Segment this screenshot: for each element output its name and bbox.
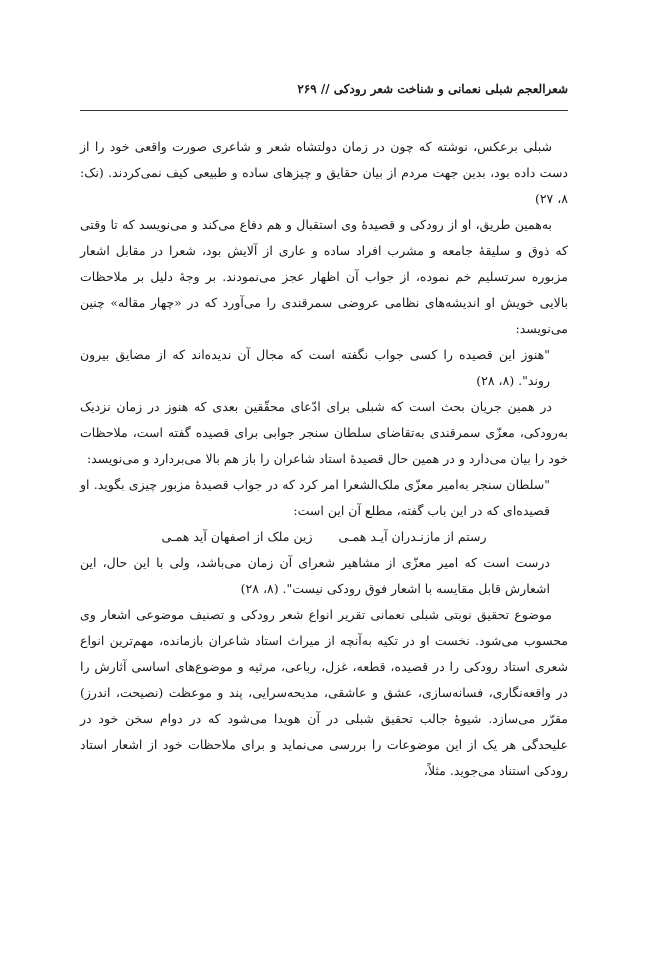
paragraph-2: به‌همین طریق، او از رودکی و قصیدهٔ وی استقبال و هم دفاع می‌کند و می‌نویسد که تا وقتی که ذوق و سلیقهٔ جامعه و مشرب افراد ساده و عاری از آلایش بود، شعرا در مقابل اشعار مزبوره سرتسلیم خم نموده، از جواب آن اظهار عجز می‌نمودند. بر وجهٔ دلیل بر ملاحظات بالایی خویش او اندیشه‌های نظامی عروضی سمرقندی را می‌آورد که در «چهار مقاله» چنین می‌نویسد:	[80, 217, 568, 336]
quote-1: "هنوز این قصیده را کسی جواب نگفته است که مجال آن ندیده‌اند که از مضایق بیرون روند". (۸، ۲۸)	[80, 347, 550, 388]
verse-hemistich-2: زین ملک از اصفهان آید همـی	[161, 529, 313, 544]
verse-couplet	[80, 524, 568, 550]
body-text	[80, 134, 568, 784]
running-header: شعرالعجم شبلی نعمانی و شناخت شعر رودکی // ۲۶۹	[297, 82, 568, 96]
verse-hemistich-1: رستم از مازنـدران آیـد همـی	[338, 529, 487, 544]
header-rule	[80, 110, 568, 111]
quote-2: "سلطان سنجر به‌امیر معزّی ملک‌الشعرا امر کرد که در جواب قصیدهٔ مزبور چیزی بگوید. او قصیده‌ای که در این باب گفته، مطلع آن این است:	[80, 477, 550, 518]
paragraph-1: شبلی برعکس، نوشته که چون در زمان دولتشاه شعر و شاعری صورت واقعی خود را از دست داده بود، بدین جهت مردم از بیان حقایق و چیزهای ساده و طبیعی کیف نمی‌کردند. (نک: ۸، ۲۷)	[80, 139, 568, 206]
paragraph-3: در همین جریان بحث است که شبلی برای ادّعای محقّقین بعدی که هنوز در زمان نزدیک به‌رودکی، معزّی سمرقندی به‌تقاضای سلطان سنجر جوابی برای قصیده گفته است، ملاحظات خود را بیان می‌دارد و در همین حال قصیدهٔ استاد شاعران را باز هم بالا می‌بردارد و می‌نویسد:	[80, 399, 568, 466]
quote-3: درست است که امیر معزّی از مشاهیر شعرای آن زمان می‌باشد، ولی با این حال، این اشعارش قابل مقایسه با اشعار فوق رودکی نیست". (۸، ۲۸)	[80, 555, 550, 596]
paragraph-4: موضوع تحقیق نوبتی شبلی نعمانی تقریر انواع شعر رودکی و تصنیف موضوعی اشعار وی محسوب می‌شود. نخست او در تکیه به‌آنچه از میراث استاد شاعران بازمانده، مهم‌ترین انواع شعری استاد رودکی را در قصیده، قطعه، غزل، رباعی، مرثیه و موضوع‌های اساسی آثارش را در واقعه‌نگاری، فسانه‌سازی، عشق و عاشقی، مدیحه‌سرایی، پند و موعظت (نصیحت، اندرز) مقرّر می‌سازد. شیوهٔ جالب تحقیق شبلی در آن هویدا می‌شود که در دوام سخن خود در علیحدگی هر یک از این موضوعات را بررسی می‌نماید و برای ملاحظات خود از اشعار استاد رودکی استناد می‌جوید. مثلاً،	[80, 607, 568, 778]
